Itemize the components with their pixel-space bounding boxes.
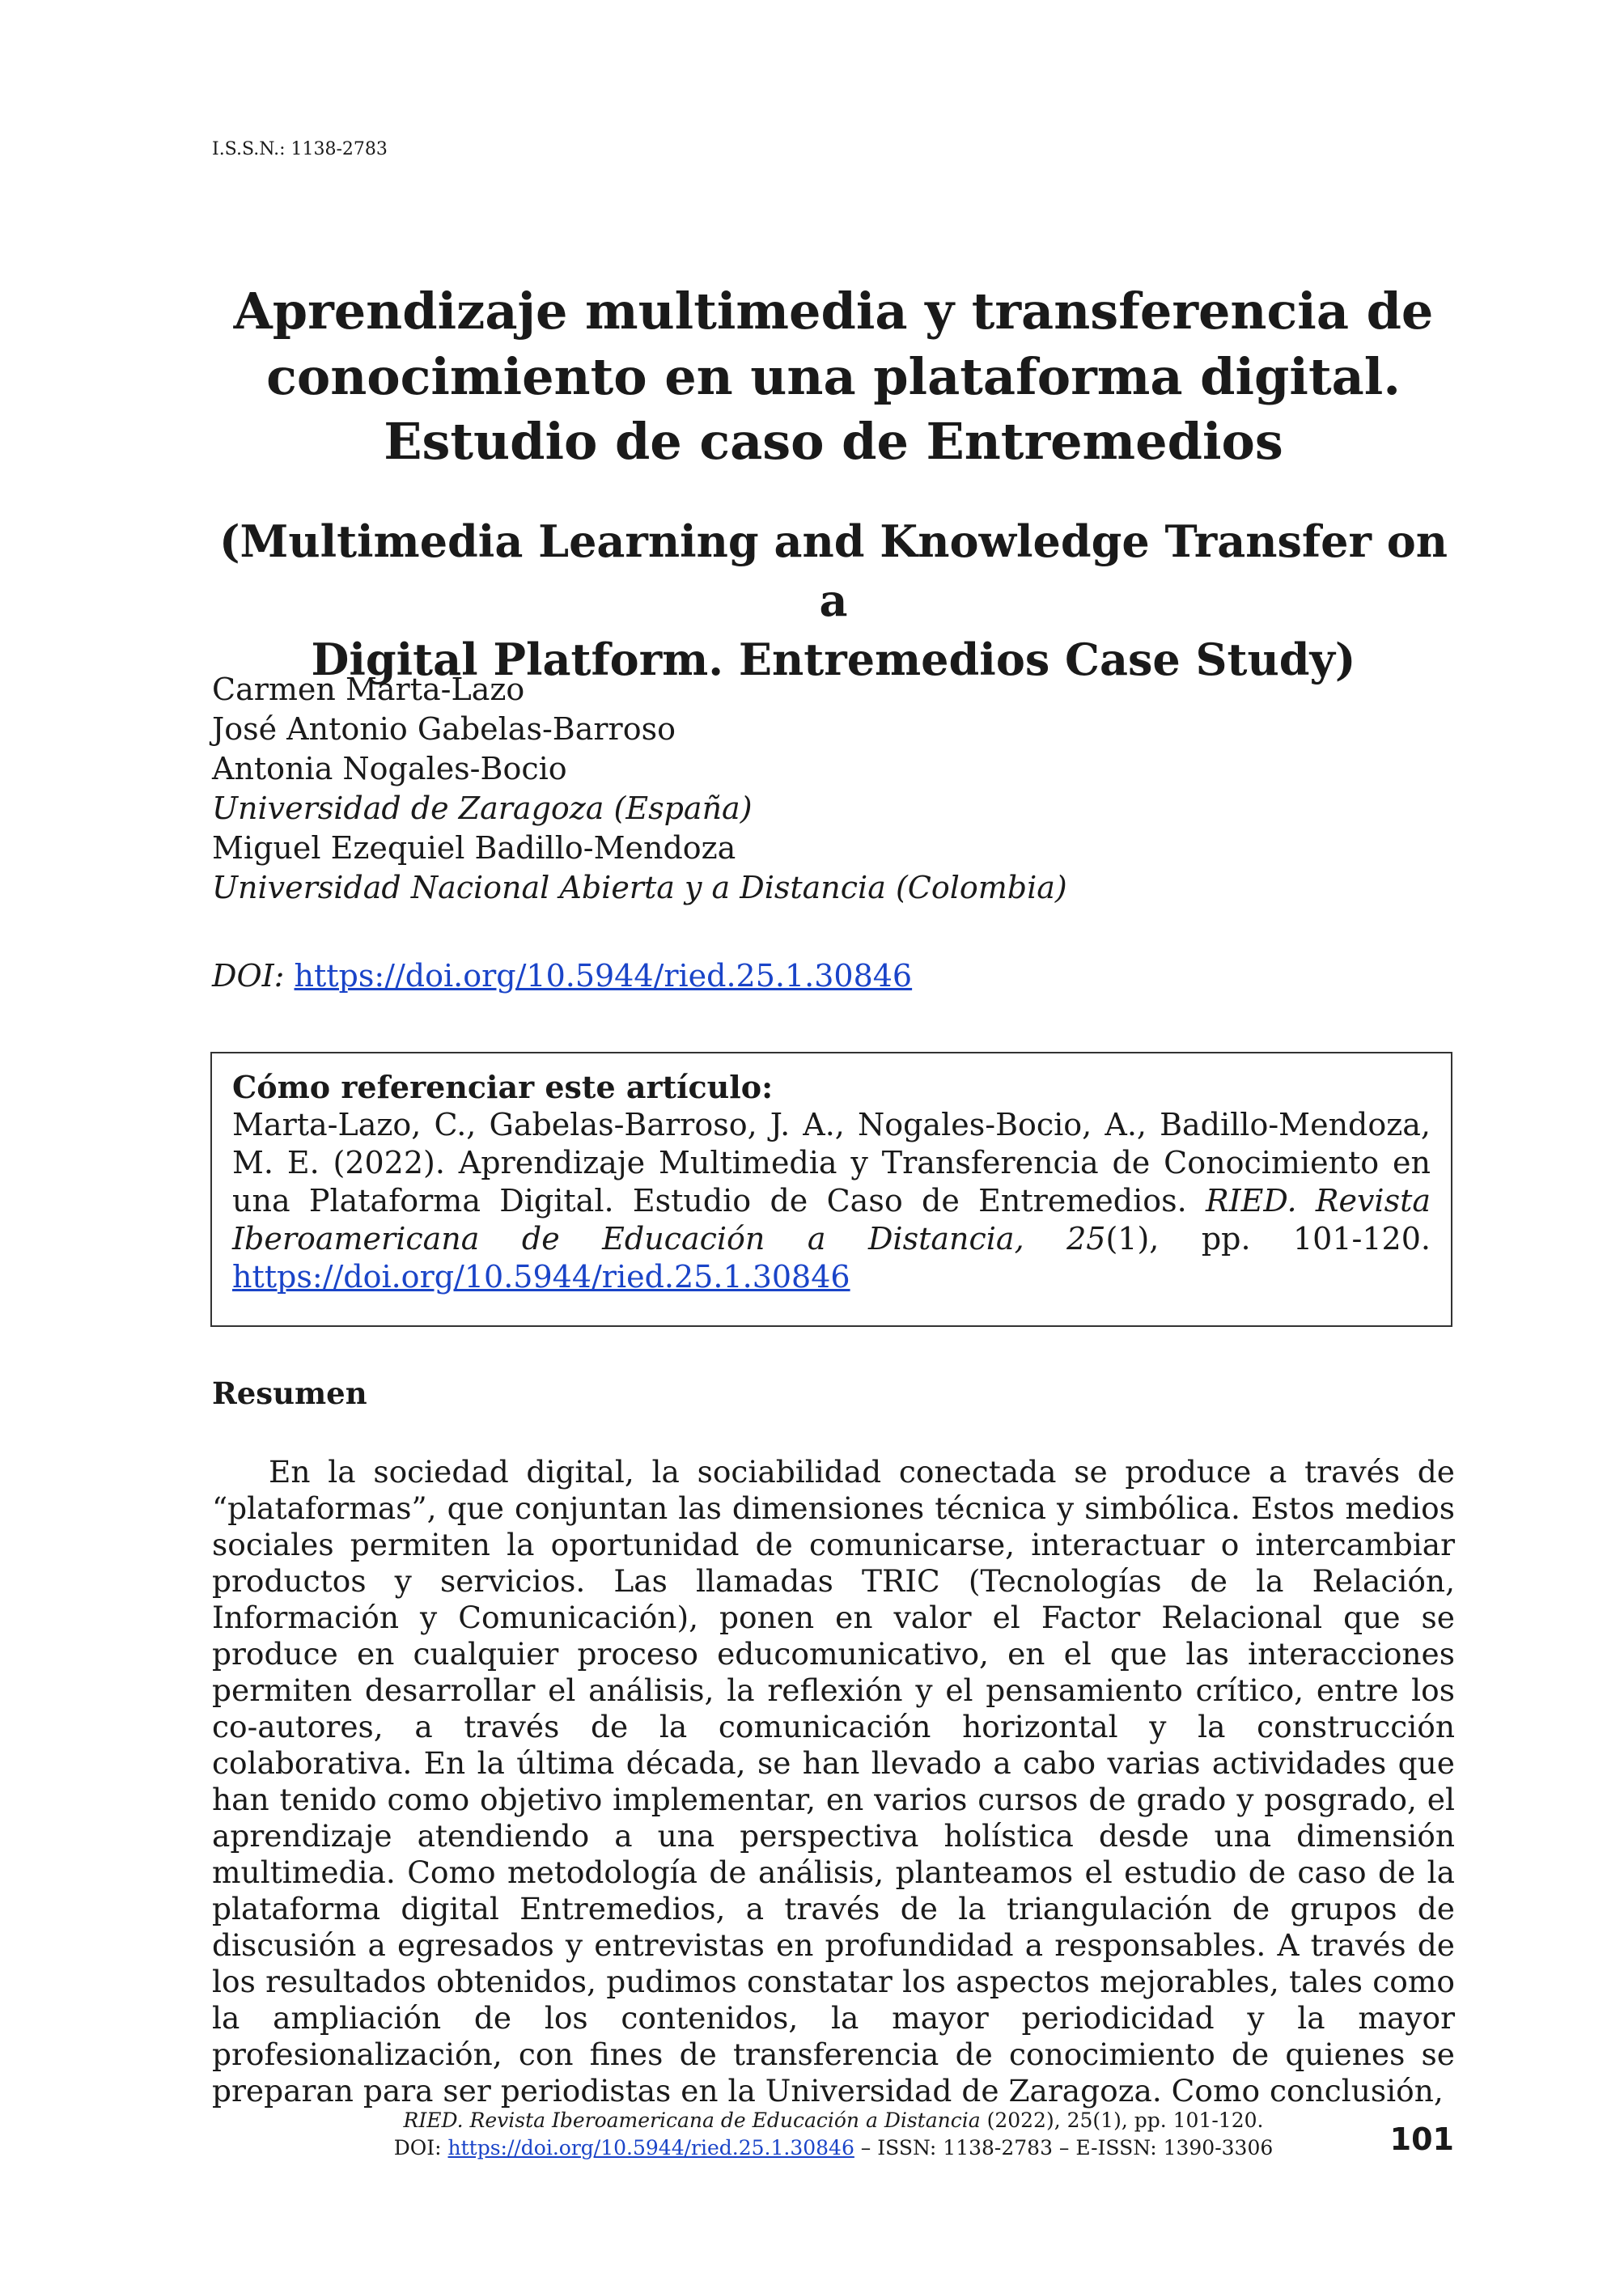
- citation-issue-pages: (1), pp. 101-120.: [1105, 1221, 1431, 1257]
- affiliation-2: Universidad Nacional Abierta y a Distancia (Colombia): [212, 870, 1067, 905]
- footer-doi-link[interactable]: https://doi.org/10.5944/ried.25.1.30846: [447, 2136, 854, 2159]
- citation-box: [210, 1052, 1452, 1327]
- citation-authors-title: Marta-Lazo, C., Gabelas-Barroso, J. A., Nogales-Bocio, A., Badillo-Mendoza, M. E. (2022). Aprendizaje Multimedia y Transferencia de Conocimiento en una Plataforma Digital. Estudio de Caso de Entremedios.: [232, 1107, 1431, 1219]
- author-3: Antonia Nogales-Bocio: [212, 751, 567, 786]
- affiliation-1: Universidad de Zaragoza (España): [212, 790, 753, 826]
- author-4: Miguel Ezequiel Badillo-Mendoza: [212, 830, 736, 866]
- footer-issn: – ISSN: 1138-2783 – E-ISSN: 1390-3306: [854, 2136, 1274, 2159]
- resumen-heading: Resumen: [212, 1375, 367, 1411]
- footer-doi-label: DOI:: [393, 2136, 448, 2159]
- author-2: José Antonio Gabelas-Barroso: [212, 711, 676, 747]
- citation-journal: RIED. Revista Iberoamericana de Educación a Distancia, 25: [232, 1183, 1431, 1257]
- title-line-1: Aprendizaje multimedia y transferencia de: [233, 282, 1434, 341]
- citation-text: [232, 1106, 1431, 1296]
- footer-journal-line: [212, 2107, 1455, 2134]
- citation-heading: Cómo referenciar este artículo:: [232, 1069, 774, 1105]
- resumen-body: En la sociedad digital, la sociabilidad conectada se produce a través de “plataformas”, que conjuntan las dimensiones técnica y simbólica. Estos medios sociales permiten la oportunidad de comunicarse, interactuar o intercambiar productos y servicios. Las llamadas TRIC (Tecnologías de la Relación, Información y Comunicación), ponen en valor el Factor Relacional que se produce en cualquier proceso educomunicativo, en el que las interacciones permiten desarrollar el análisis, la reflexión y el pensamiento crítico, entre los co-autores, a través de la comunicación horizontal y la construcción colaborativa. En la última década, se han llevado a cabo varias actividades que han tenido como objetivo implementar, en varios cursos de grado y posgrado, el aprendizaje atendiendo a una perspectiva holística desde una dimensión multimedia. Como metodología de análisis, planteamos el estudio de caso de la plataforma digital Entremedios, a través de la triangulación de grupos de discusión a egresados y entrevistas en profundidad a responsables. A través de los resultados obtenidos, pudimos constatar los aspectos mejorables, tales como la ampliación de los contenidos, la mayor periodicidad y la mayor profesionalización, con fines de transferencia de conocimiento de quienes se preparan para ser periodistas en la Universidad de Zaragoza. Como conclusión,: [212, 1454, 1455, 2109]
- footer-doi-line: [212, 2134, 1455, 2162]
- article-title: [212, 279, 1455, 475]
- doi-line: [212, 958, 912, 994]
- footer-journal-name: RIED. Revista Iberoamericana de Educación a Distancia: [403, 2109, 981, 2132]
- citation-doi-link[interactable]: https://doi.org/10.5944/ried.25.1.30846: [232, 1259, 850, 1295]
- subtitle-line-2: Digital Platform. Entremedios Case Study): [311, 633, 1356, 685]
- author-1: Carmen Marta-Lazo: [212, 672, 525, 707]
- doi-link[interactable]: https://doi.org/10.5944/ried.25.1.30846: [294, 958, 913, 994]
- issn-header: I.S.S.N.: 1138-2783: [212, 139, 388, 159]
- title-line-3: Estudio de caso de Entremedios: [384, 412, 1283, 472]
- article-subtitle: [212, 512, 1455, 689]
- title-line-2: conocimiento en una plataforma digital.: [266, 346, 1401, 406]
- author-list: [212, 670, 1067, 908]
- doi-label: DOI:: [212, 958, 285, 994]
- subtitle-line-1: (Multimedia Learning and Knowledge Transfer on a: [219, 515, 1448, 626]
- page-footer: [212, 2107, 1455, 2162]
- footer-journal-issue: (2022), 25(1), pp. 101-120.: [980, 2109, 1264, 2132]
- page-number: 101: [1389, 2121, 1454, 2157]
